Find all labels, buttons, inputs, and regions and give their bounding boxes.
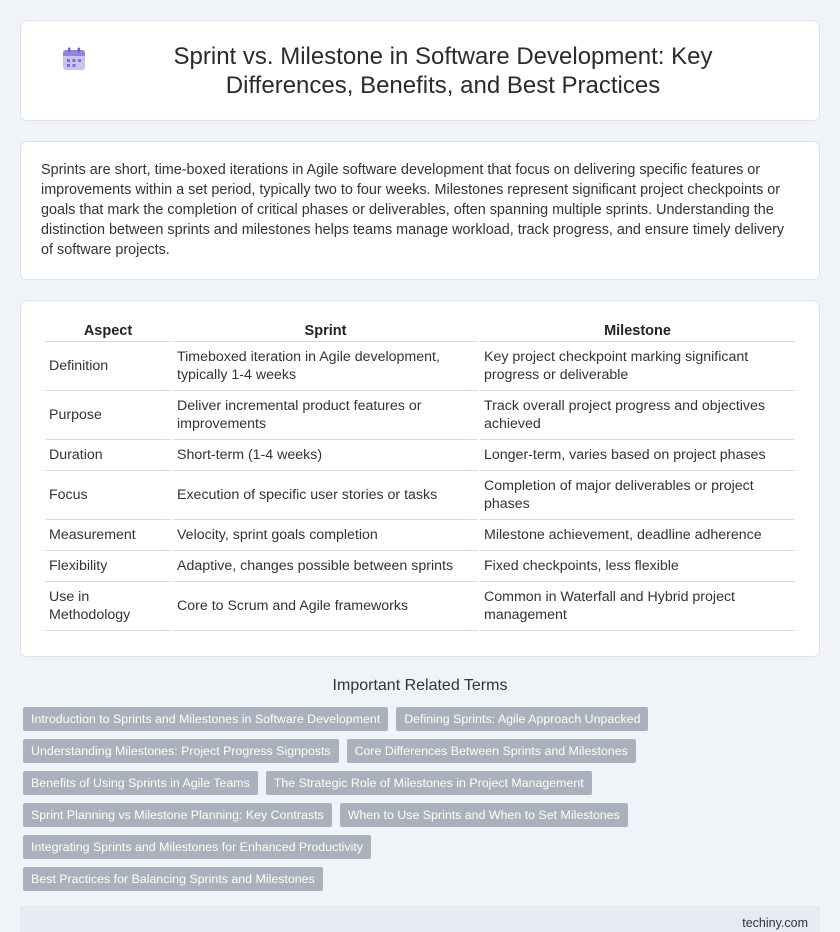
related-term-tag[interactable]: Defining Sprints: Agile Approach Unpacked: [396, 707, 648, 731]
sprint-cell: Deliver incremental product features or improvements: [173, 391, 478, 440]
aspect-cell: Focus: [45, 471, 171, 520]
related-term-tag[interactable]: Best Practices for Balancing Sprints and Milestones: [23, 867, 323, 891]
table-row: [45, 440, 795, 471]
milestone-cell: Fixed checkpoints, less flexible: [480, 551, 795, 582]
related-term-tag[interactable]: Sprint Planning vs Milestone Planning: Key Contrasts: [23, 803, 332, 827]
footer-site-link[interactable]: techiny.com: [742, 916, 808, 930]
milestone-cell: Common in Waterfall and Hybrid project management: [480, 582, 795, 631]
table-row: [45, 520, 795, 551]
comparison-table-card: [20, 300, 820, 657]
page-title: Sprint vs. Milestone in Software Development: Key Differences, Benefits, and Best Practices: [173, 42, 713, 99]
header-sprint: Sprint: [173, 315, 478, 342]
sprint-cell: Short-term (1-4 weeks): [173, 440, 478, 471]
header-aspect: Aspect: [45, 315, 171, 342]
sprint-cell: Timeboxed iteration in Agile development, typically 1-4 weeks: [173, 342, 478, 391]
milestone-cell: Longer-term, varies based on project phases: [480, 440, 795, 471]
related-term-tag[interactable]: When to Use Sprints and When to Set Milestones: [340, 803, 628, 827]
aspect-cell: Definition: [45, 342, 171, 391]
aspect-cell: Duration: [45, 440, 171, 471]
footer: [20, 906, 820, 932]
related-terms-title: Important Related Terms: [332, 677, 508, 694]
header-milestone: Milestone: [480, 315, 795, 342]
table-row: [45, 342, 795, 391]
related-term-tag[interactable]: Integrating Sprints and Milestones for Enhanced Productivity: [23, 835, 371, 859]
intro-paragraph: Sprints are short, time-boxed iterations in Agile software development that focus on delivering specific features or improvements within a set period, typically two to four weeks. Milestones represent significant project checkpoints or goals that mark the completion of critical phases or deliverables, often spanning multiple sprints. Understanding the distinction between sprints and milestones helps teams manage workload, track progress, and ensure timely delivery of software projects.: [41, 162, 785, 258]
title-wrap: [61, 42, 779, 100]
table-row: [45, 391, 795, 440]
milestone-cell: Key project checkpoint marking significant progress or deliverable: [480, 342, 795, 391]
table-row: [45, 471, 795, 520]
related-terms-list: [23, 707, 663, 891]
related-term-tag[interactable]: Introduction to Sprints and Milestones in Software Development: [23, 707, 388, 731]
milestone-cell: Track overall project progress and objectives achieved: [480, 391, 795, 440]
table-row: [45, 551, 795, 582]
sprint-cell: Velocity, sprint goals completion: [173, 520, 478, 551]
sprint-cell: Core to Scrum and Agile frameworks: [173, 582, 478, 631]
aspect-cell: Purpose: [45, 391, 171, 440]
aspect-cell: Use in Methodology: [45, 582, 171, 631]
aspect-cell: Measurement: [45, 520, 171, 551]
intro-card: [20, 141, 820, 280]
related-term-tag[interactable]: Understanding Milestones: Project Progress Signposts: [23, 739, 339, 763]
comparison-table: [43, 315, 797, 631]
sprint-cell: Adaptive, changes possible between sprints: [173, 551, 478, 582]
aspect-cell: Flexibility: [45, 551, 171, 582]
table-row: [45, 582, 795, 631]
related-term-tag[interactable]: Core Differences Between Sprints and Milestones: [347, 739, 636, 763]
milestone-cell: Milestone achievement, deadline adherence: [480, 520, 795, 551]
related-term-tag[interactable]: The Strategic Role of Milestones in Project Management: [266, 771, 592, 795]
table-header-row: [45, 315, 795, 342]
related-term-tag[interactable]: Benefits of Using Sprints in Agile Teams: [23, 771, 258, 795]
milestone-cell: Completion of major deliverables or project phases: [480, 471, 795, 520]
header-card: [20, 20, 820, 121]
calendar-icon: [61, 46, 87, 72]
sprint-cell: Execution of specific user stories or tasks: [173, 471, 478, 520]
